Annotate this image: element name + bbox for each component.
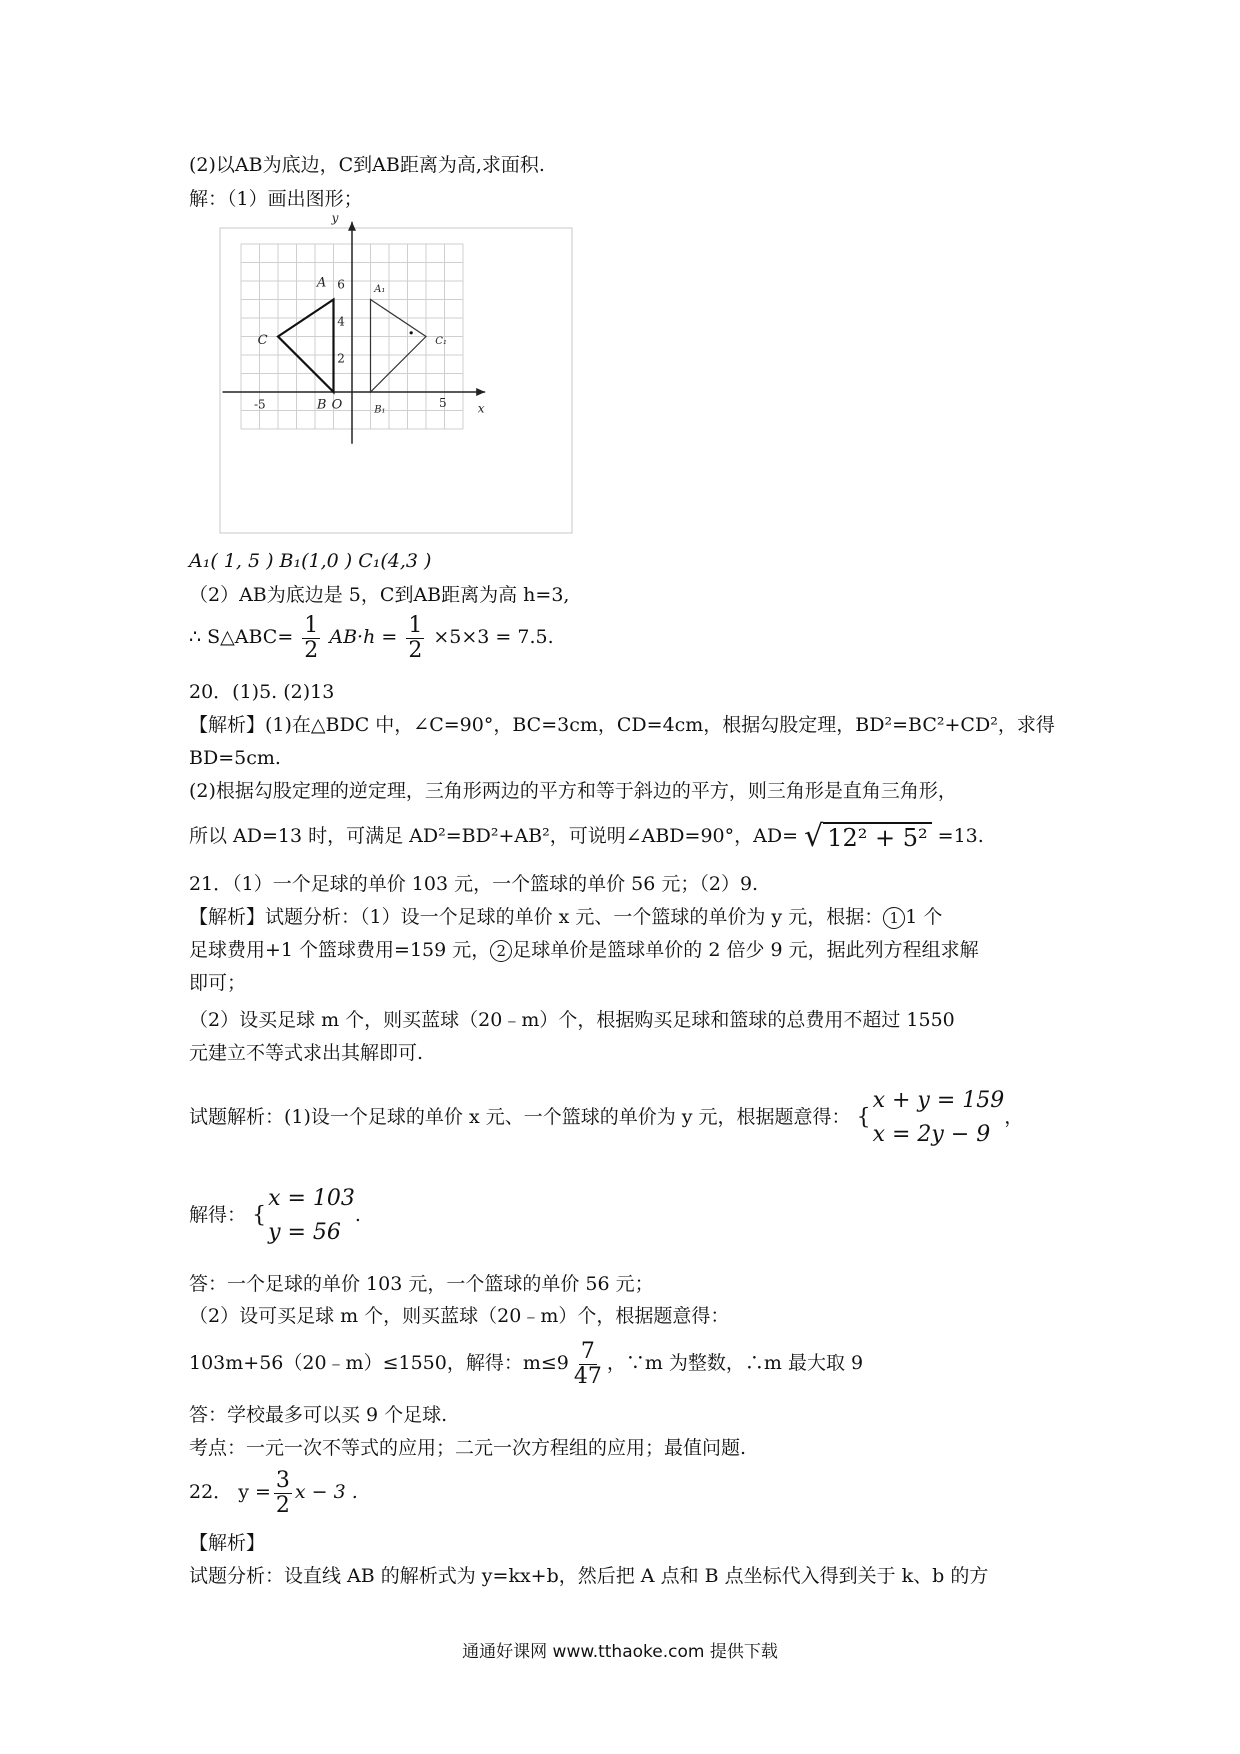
axis-x-label: x xyxy=(477,401,485,416)
tick-y-2: 2 xyxy=(337,351,345,366)
sqrt-body: 12² + 5² xyxy=(823,822,931,852)
label-o: O xyxy=(331,397,343,413)
q22-tail: x − 3 . xyxy=(294,1481,358,1503)
q21-answer-2: 答：学校最多可以买 9 个足球. xyxy=(189,1404,448,1426)
label-a: A xyxy=(316,275,327,291)
area-prefix: ∴ S△ABC= xyxy=(189,626,294,648)
q22-num: 3 xyxy=(275,1467,290,1493)
q22-analysis: 【解析】 xyxy=(189,1532,266,1554)
q22-answer xyxy=(189,1464,358,1520)
q21-answer-1: 答：一个足球的单价 103 元，一个篮球的单价 56 元； xyxy=(189,1273,654,1295)
result-y: y = 56 xyxy=(268,1220,341,1245)
q21-analysis-1a: 【解析】试题分析：（1）设一个足球的单价 x 元、一个篮球的单价为 y 元，根据： xyxy=(189,906,884,928)
q20-answer: 20．(1)5. (2)13 xyxy=(189,681,335,703)
coordinate-graph xyxy=(220,210,572,533)
fraction-3-2 xyxy=(274,1469,292,1518)
q20-analysis-3-tail: =13. xyxy=(937,825,984,847)
tick-x-5: 5 xyxy=(438,395,447,410)
page-footer: 通通好课网 www.tthaoke.com 提供下载 xyxy=(462,1642,778,1662)
triangle-abc xyxy=(278,300,334,393)
sqrt-expression: √ 12² + 5² xyxy=(804,822,932,852)
frac-num: 7 xyxy=(580,1338,595,1364)
q22-den: 2 xyxy=(275,1492,290,1518)
q21-solution-1: 试题解析：(1)设一个足球的单价 x 元、一个篮球的单价为 y 元，根据题意得： { x + y = 159 x = 2y − 9 ， xyxy=(189,1082,1023,1153)
tick-x-neg5: -5 xyxy=(253,397,266,412)
inequality-text: 103m+56（20﹣m）≤1550，解得：m≤9 xyxy=(189,1352,569,1374)
equation-2: x = 2y − 9 xyxy=(872,1122,991,1147)
label-a1: A₁ xyxy=(374,284,386,296)
coords-line: A₁( 1, 5 ) B₁(1,0 ) C₁(4,3 ) xyxy=(189,550,432,572)
q21-analysis-1 xyxy=(189,904,942,930)
y-axis-arrow xyxy=(348,222,356,231)
q22-analysis-2: 试题分析：设直线 AB 的解析式为 y=kx+b，然后把 A 点和 B 点坐标代入得到关于 k、b 的方 xyxy=(189,1565,989,1587)
triangle-a1b1c1 xyxy=(371,300,427,393)
q19-part2-base: （2）AB为底边是 5，C到AB距离为高 h=3, xyxy=(189,584,570,606)
area-mid: AB·h = xyxy=(329,626,398,648)
q20-analysis-3-text: 所以 AD=13 时，可满足 AD²=BD²+AB²，可说明∠ABD=90°，AD= xyxy=(189,825,799,847)
equation-system-1: { x + y = 159 x = 2y − 9 xyxy=(857,1083,1005,1153)
q21-analysis-1b: 1 个 xyxy=(905,906,943,928)
circled-number-1: 1 xyxy=(883,907,905,929)
q21-solution-3: （2）设可买足球 m 个，则买蓝球（20﹣m）个，根据题意得： xyxy=(189,1305,730,1327)
result-x: x = 103 xyxy=(268,1186,355,1211)
label-c: C xyxy=(257,332,268,348)
q21-solution-2: 解得： { x = 103 y = 56 . xyxy=(189,1180,361,1251)
fraction-half-1: $\frac{1}{2}$ xyxy=(304,612,319,663)
q21-analysis-4: （2）设买足球 m 个，则买蓝球（20﹣m）个，根据购买足球和篮球的总费用不超过 1550 xyxy=(189,1009,955,1031)
label-b1: B₁ xyxy=(374,404,386,416)
q22-prefix: 22． y = xyxy=(189,1481,271,1503)
frac-den: 47 xyxy=(573,1363,602,1389)
axis-y-label: y xyxy=(331,210,339,225)
q20-analysis-1b: BD=5cm. xyxy=(189,747,281,769)
q19-answer-intro: 解：（1）画出图形； xyxy=(189,188,363,210)
equation-system-2: { x = 103 y = 56 xyxy=(252,1181,355,1251)
q20-analysis-3 xyxy=(189,819,984,854)
q21-analysis-2a: 足球费用+1 个篮球费用=159 元， xyxy=(189,939,491,961)
q19-area-line xyxy=(189,612,554,663)
equation-1: x + y = 159 xyxy=(872,1088,1005,1113)
fraction-7-47 xyxy=(572,1340,604,1389)
circled-number-2: 2 xyxy=(490,940,512,962)
q21-analysis-3: 即可； xyxy=(189,972,247,994)
q21-answer: 21．（1）一个足球的单价 103 元，一个篮球的单价 56 元；（2）9. xyxy=(189,873,759,895)
q21-test-points: 考点：一元一次不等式的应用；二元一次方程组的应用；最值问题. xyxy=(189,1437,747,1459)
q21-solution-2-text: 解得： xyxy=(189,1204,247,1226)
q21-solution-1-text: 试题解析：(1)设一个足球的单价 x 元、一个篮球的单价为 y 元，根据题意得： xyxy=(189,1106,851,1128)
graph-frame xyxy=(220,228,572,533)
q21-inequality xyxy=(189,1335,863,1391)
q21-analysis-2b: 足球单价是篮球单价的 2 倍少 9 元，据此列方程组求解 xyxy=(512,939,979,961)
area-tail: ×5×3 = 7.5. xyxy=(433,626,554,648)
inner-dot xyxy=(410,331,413,334)
tick-y-4: 4 xyxy=(337,314,345,329)
q21-analysis-5: 元建立不等式求出其解即可. xyxy=(189,1042,424,1064)
tick-y-6: 6 xyxy=(337,277,345,292)
label-b: B xyxy=(316,397,327,413)
x-axis-arrow xyxy=(476,388,485,396)
q20-analysis-1: 【解析】(1)在△BDC 中，∠C=90°，BC=3cm，CD=4cm，根据勾股定理，BD²=BC²+CD²，求得 xyxy=(189,714,1055,736)
fraction-half-2: $\frac{1}{2}$ xyxy=(408,612,423,663)
label-c1: C₁ xyxy=(435,335,447,347)
q20-analysis-2: (2)根据勾股定理的逆定理，三角形两边的平方和等于斜边的平方，则三角形是直角三角形， xyxy=(189,780,957,802)
inequality-tail: ，∵m 为整数，∴m 最大取 9 xyxy=(606,1352,864,1374)
q19-part2-prompt: (2)以AB为底边，C到AB距离为高,求面积. xyxy=(189,154,545,176)
q21-analysis-2 xyxy=(189,937,979,963)
